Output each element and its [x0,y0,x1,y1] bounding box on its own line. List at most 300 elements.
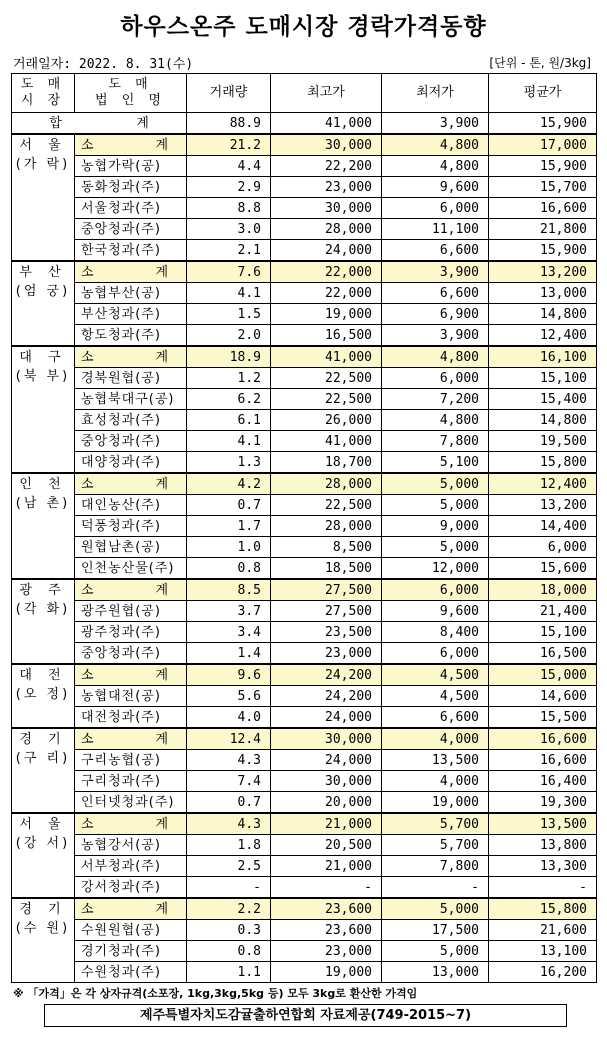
row-avg: 13,000 [489,283,597,304]
subtotal-label-b: 계 [155,137,168,153]
table-row [12,622,597,643]
row-volume: 5.6 [187,686,271,707]
table-row [12,452,597,474]
table-row [12,686,597,707]
page-title: 하우스온주 도매시장 경락가격동향 [120,14,487,40]
subtotal-row [12,813,597,835]
row-min: 5,000 [382,495,489,516]
table-row [12,643,597,665]
market-cell [12,579,75,664]
row-volume: 1.8 [187,835,271,856]
market-area: (강 서) [15,836,71,851]
row-volume: 1.3 [187,452,271,474]
subtotal-label-b: 계 [155,264,168,280]
row-max: 28,000 [271,516,382,537]
subtotal-min: 5,000 [382,898,489,920]
corp-name: 동화청과(주) [75,177,187,198]
header-market-line2: 시 장 [20,93,66,108]
header-corp [75,74,187,113]
subtotal-row [12,898,597,920]
corp-name: 구리농협(공) [75,750,187,771]
row-avg: - [489,877,597,899]
trade-date: 거래일자: 2022. 8. 31(수) [13,57,194,72]
market-cell [12,473,75,579]
subtotal-avg: 13,500 [489,813,597,835]
subtotal-max: 23,600 [271,898,382,920]
market-name: 광 주 [19,583,67,598]
row-volume: 0.7 [187,495,271,516]
row-max: 24,200 [271,686,382,707]
subtotal-label-a: 소 [81,731,94,747]
corp-name: 대인농산(주) [75,495,187,516]
row-volume: 1.4 [187,643,271,665]
corp-name: 수원원협(공) [75,920,187,941]
header-corp-line1: 도 매 [108,77,153,92]
subtotal-volume: 12.4 [187,728,271,750]
row-min: 6,000 [382,643,489,665]
market-name: 대 전 [19,668,67,683]
row-max: 21,000 [271,856,382,877]
market-area: (오 정) [15,687,71,702]
row-volume: 0.7 [187,792,271,814]
row-volume: - [187,877,271,899]
table-row [12,792,597,814]
row-avg: 15,500 [489,707,597,729]
total-min: 3,900 [382,113,489,135]
subtotal-row [12,261,597,283]
row-avg: 16,400 [489,771,597,792]
table-row [12,516,597,537]
corp-name: 대양청과(주) [75,452,187,474]
row-min: 5,700 [382,835,489,856]
row-max: 22,200 [271,156,382,177]
subtotal-max: 22,000 [271,261,382,283]
row-max: 30,000 [271,771,382,792]
subtotal-label [75,728,187,750]
row-avg: 14,800 [489,304,597,325]
row-volume: 1.1 [187,962,271,983]
market-area: (각 화) [15,602,71,617]
row-avg: 6,000 [489,537,597,558]
total-max: 41,000 [271,113,382,135]
row-max: 27,500 [271,601,382,622]
subtotal-volume: 9.6 [187,664,271,686]
row-volume: 6.1 [187,410,271,431]
row-max: 41,000 [271,431,382,452]
table-row [12,283,597,304]
subtotal-label [75,134,187,156]
market-area: (수 원) [15,921,71,936]
row-min: 11,100 [382,219,489,240]
subtotal-label-a: 소 [81,816,94,832]
row-volume: 1.5 [187,304,271,325]
corp-name: 광주청과(주) [75,622,187,643]
subtotal-max: 41,000 [271,346,382,368]
header-min: 최저가 [382,74,489,113]
row-min: 6,000 [382,198,489,219]
corp-name: 구리청과(주) [75,771,187,792]
total-label-b: 계 [136,115,149,131]
row-max: 23,500 [271,622,382,643]
corp-name: 수원청과(주) [75,962,187,983]
market-cell [12,261,75,346]
subtotal-max: 21,000 [271,813,382,835]
row-min: 4,800 [382,410,489,431]
subtotal-label-b: 계 [155,582,168,598]
market-name: 인 천 [19,477,67,492]
row-volume: 6.2 [187,389,271,410]
row-min: 13,500 [382,750,489,771]
total-label-a: 합 [49,115,62,131]
table-row [12,962,597,983]
row-avg: 15,900 [489,156,597,177]
subtotal-max: 28,000 [271,473,382,495]
table-row [12,920,597,941]
market-cell [12,898,75,983]
market-name: 부 산 [19,265,67,280]
row-avg: 21,800 [489,219,597,240]
row-volume: 4.3 [187,750,271,771]
row-min: 7,200 [382,389,489,410]
subtotal-row [12,579,597,601]
row-volume: 2.9 [187,177,271,198]
row-max: 19,000 [271,304,382,325]
total-avg: 15,900 [489,113,597,135]
row-avg: 15,700 [489,177,597,198]
table-row [12,198,597,219]
row-avg: 14,600 [489,686,597,707]
subtotal-avg: 12,400 [489,473,597,495]
row-min: 17,500 [382,920,489,941]
row-max: 24,000 [271,240,382,262]
row-min: 5,000 [382,537,489,558]
table-row [12,771,597,792]
market-name: 서 울 [19,817,67,832]
row-volume: 7.4 [187,771,271,792]
market-cell [12,813,75,898]
subtotal-min: 6,000 [382,579,489,601]
corp-name: 한국청과(주) [75,240,187,262]
subtotal-avg: 15,000 [489,664,597,686]
table-row [12,389,597,410]
row-volume: 4.1 [187,283,271,304]
row-min: 6,600 [382,240,489,262]
subtotal-min: 5,700 [382,813,489,835]
row-avg: 13,100 [489,941,597,962]
subtotal-label [75,664,187,686]
row-volume: 0.3 [187,920,271,941]
row-avg: 13,200 [489,495,597,516]
price-table [11,73,597,983]
row-volume: 8.8 [187,198,271,219]
row-max: 18,500 [271,558,382,580]
subtotal-volume: 4.2 [187,473,271,495]
row-volume: 3.0 [187,219,271,240]
row-avg: 16,200 [489,962,597,983]
row-max: 30,000 [271,198,382,219]
market-area: (구 리) [15,751,71,766]
subtotal-volume: 2.2 [187,898,271,920]
row-max: 26,000 [271,410,382,431]
row-avg: 16,600 [489,750,597,771]
corp-name: 부산청과(주) [75,304,187,325]
row-avg: 15,100 [489,368,597,389]
row-avg: 14,800 [489,410,597,431]
row-min: 4,500 [382,686,489,707]
row-min: 19,000 [382,792,489,814]
row-min: 5,100 [382,452,489,474]
row-max: 19,000 [271,962,382,983]
market-name: 대 구 [19,350,67,365]
subtotal-min: 5,000 [382,473,489,495]
corp-name: 항도청과(주) [75,325,187,347]
corp-name: 농협부산(공) [75,283,187,304]
subtotal-avg: 18,000 [489,579,597,601]
row-avg: 15,600 [489,558,597,580]
note-text: 「가격」은 각 상자규격(소포장, 1kg,3kg,5kg 등) 모두 3kg로 환산한 가격임 [27,987,418,1000]
row-max: 20,500 [271,835,382,856]
total-row [12,113,597,135]
subtotal-label-a: 소 [81,264,94,280]
corp-name: 농협강서(공) [75,835,187,856]
row-avg: 15,900 [489,240,597,262]
row-min: 3,900 [382,325,489,347]
table-row [12,856,597,877]
row-min: 13,000 [382,962,489,983]
table-row [12,877,597,899]
table-row [12,325,597,347]
row-min: 6,900 [382,304,489,325]
corp-name: 서울청과(주) [75,198,187,219]
table-row [12,431,597,452]
subtotal-row [12,134,597,156]
corp-name: 경북원협(공) [75,368,187,389]
table-row [12,537,597,558]
corp-name: 광주원협(공) [75,601,187,622]
row-avg: 21,600 [489,920,597,941]
row-avg: 16,600 [489,198,597,219]
subtotal-label [75,898,187,920]
subtotal-label [75,346,187,368]
corp-name: 덕풍청과(주) [75,516,187,537]
subtotal-max: 24,200 [271,664,382,686]
market-area: (엄 궁) [15,284,71,299]
market-cell [12,728,75,813]
table-row [12,750,597,771]
corp-name: 농협대전(공) [75,686,187,707]
subtotal-avg: 15,800 [489,898,597,920]
subtotal-avg: 16,600 [489,728,597,750]
subtotal-label-a: 소 [81,137,94,153]
subtotal-label-b: 계 [155,476,168,492]
row-min: 5,000 [382,941,489,962]
row-volume: 1.0 [187,537,271,558]
table-row [12,177,597,198]
subtotal-avg: 17,000 [489,134,597,156]
subtotal-row [12,346,597,368]
row-volume: 0.8 [187,558,271,580]
header-avg: 평균가 [489,74,597,113]
table-row [12,304,597,325]
corp-name: 농협가락(공) [75,156,187,177]
subtotal-label-b: 계 [155,816,168,832]
subtotal-max: 30,000 [271,728,382,750]
header-row [12,74,597,113]
row-max: 18,700 [271,452,382,474]
source-box: 제주특별자치도감귤출하연합회 자료제공(749-2015~7) [44,1004,567,1027]
market-area: (가 락) [15,157,71,172]
row-avg: 16,500 [489,643,597,665]
row-min: 8,400 [382,622,489,643]
row-min: 4,000 [382,771,489,792]
table-row [12,156,597,177]
subtotal-avg: 16,100 [489,346,597,368]
subtotal-volume: 7.6 [187,261,271,283]
table-row [12,368,597,389]
corp-name: 인터넷청과(주) [75,792,187,814]
table-row [12,219,597,240]
subtotal-label-b: 계 [155,667,168,683]
table-row [12,240,597,262]
subtotal-volume: 4.3 [187,813,271,835]
row-volume: 1.2 [187,368,271,389]
row-min: 6,000 [382,368,489,389]
row-volume: 0.8 [187,941,271,962]
footnote [13,985,417,1001]
row-volume: 4.0 [187,707,271,729]
row-volume: 4.4 [187,156,271,177]
market-area: (남 촌) [15,496,71,511]
market-name: 서 울 [19,138,67,153]
market-name: 경 기 [19,902,67,917]
row-min: 6,600 [382,283,489,304]
row-avg: 15,100 [489,622,597,643]
corp-name: 서부청과(주) [75,856,187,877]
table-row [12,410,597,431]
row-max: 24,000 [271,750,382,771]
subtotal-min: 4,800 [382,134,489,156]
row-max: 20,000 [271,792,382,814]
row-max: 28,000 [271,219,382,240]
subtotal-max: 30,000 [271,134,382,156]
subtotal-row [12,728,597,750]
subtotal-min: 4,800 [382,346,489,368]
subtotal-label [75,579,187,601]
row-max: 22,500 [271,389,382,410]
row-avg: 19,300 [489,792,597,814]
table-row [12,941,597,962]
table-row [12,601,597,622]
table-row [12,495,597,516]
corp-name: 중앙청과(주) [75,431,187,452]
subtotal-label-a: 소 [81,667,94,683]
row-min: - [382,877,489,899]
subtotal-row [12,473,597,495]
row-max: 23,600 [271,920,382,941]
note-mark: ※ [13,987,24,1000]
row-volume: 3.4 [187,622,271,643]
row-max: 23,000 [271,643,382,665]
market-name: 경 기 [19,732,67,747]
row-avg: 13,300 [489,856,597,877]
subtotal-label-b: 계 [155,349,168,365]
row-avg: 15,800 [489,452,597,474]
subtotal-label-a: 소 [81,476,94,492]
subtotal-label-b: 계 [155,901,168,917]
row-avg: 14,400 [489,516,597,537]
row-max: - [271,877,382,899]
subtotal-label [75,813,187,835]
row-avg: 12,400 [489,325,597,347]
total-label [12,113,187,135]
unit-label: [단위 - 톤, 원/3kg] [489,56,591,70]
row-volume: 1.7 [187,516,271,537]
row-min: 12,000 [382,558,489,580]
table-row [12,558,597,580]
row-min: 7,800 [382,431,489,452]
header-max: 최고가 [271,74,382,113]
row-min: 4,800 [382,156,489,177]
header-market-line1: 도 매 [20,77,66,92]
subtotal-volume: 21.2 [187,134,271,156]
row-avg: 19,500 [489,431,597,452]
row-volume: 2.5 [187,856,271,877]
row-max: 22,500 [271,495,382,516]
row-min: 7,800 [382,856,489,877]
corp-name: 강서청과(주) [75,877,187,899]
subtotal-label-a: 소 [81,582,94,598]
subtotal-row [12,664,597,686]
row-avg: 15,400 [489,389,597,410]
row-volume: 4.1 [187,431,271,452]
corp-name: 대전청과(주) [75,707,187,729]
row-max: 23,000 [271,941,382,962]
subtotal-min: 4,500 [382,664,489,686]
row-volume: 3.7 [187,601,271,622]
subtotal-avg: 13,200 [489,261,597,283]
subtotal-volume: 8.5 [187,579,271,601]
market-area: (북 부) [15,369,71,384]
corp-name: 인천농산물(주) [75,558,187,580]
subtotal-label [75,261,187,283]
subtotal-min: 3,900 [382,261,489,283]
header-market [12,74,75,113]
corp-name: 경기청과(주) [75,941,187,962]
subtotal-label-a: 소 [81,901,94,917]
market-cell [12,134,75,261]
subtotal-volume: 18.9 [187,346,271,368]
row-min: 9,600 [382,177,489,198]
header-volume: 거래량 [187,74,271,113]
subtotal-label-a: 소 [81,349,94,365]
row-min: 6,600 [382,707,489,729]
total-volume: 88.9 [187,113,271,135]
subtotal-max: 27,500 [271,579,382,601]
subtotal-label-b: 계 [155,731,168,747]
table-row [12,707,597,729]
row-avg: 21,400 [489,601,597,622]
row-max: 22,000 [271,283,382,304]
subtotal-min: 4,000 [382,728,489,750]
table-row [12,835,597,856]
row-avg: 13,800 [489,835,597,856]
market-cell [12,346,75,473]
row-min: 9,600 [382,601,489,622]
subtotal-label [75,473,187,495]
corp-name: 중앙청과(주) [75,643,187,665]
market-cell [12,664,75,728]
corp-name: 효성청과(주) [75,410,187,431]
